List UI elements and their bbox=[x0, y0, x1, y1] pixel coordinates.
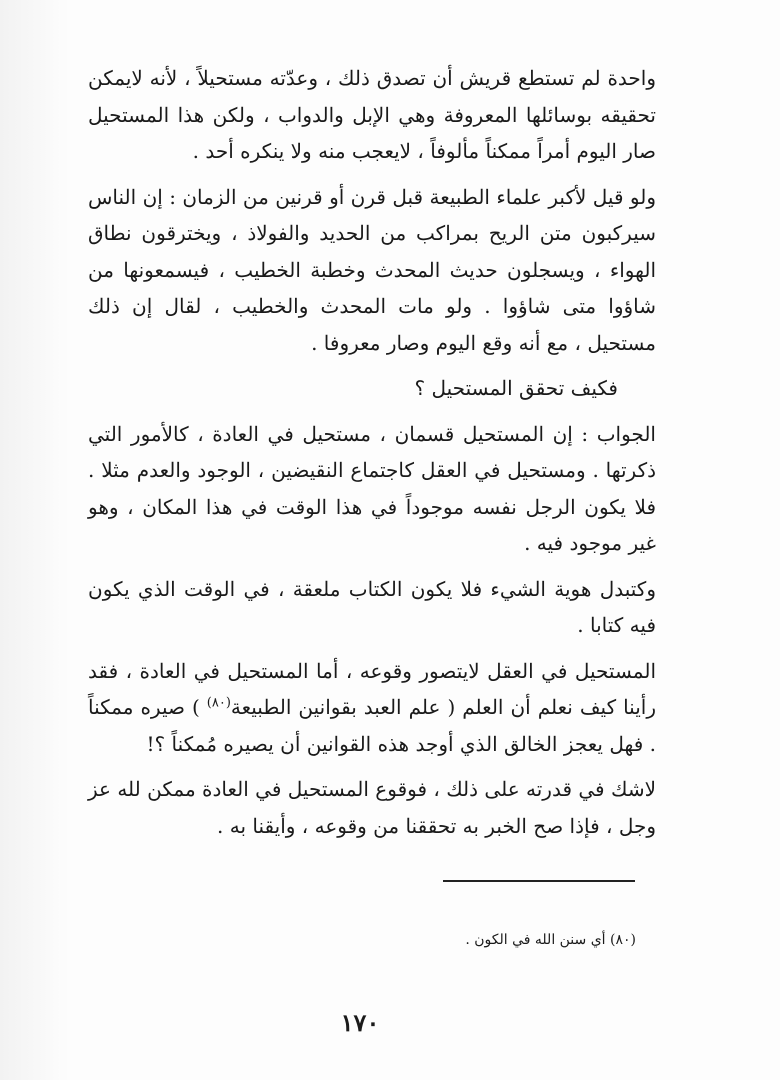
scan-shadow bbox=[0, 0, 70, 1080]
paragraph-text: المستحيل في العقل لايتصور وقوعه ، أما المستحيل في العادة ، فقد رأينا كيف نعلم أن العلم ( علم العبد بقوانين الطبيعة bbox=[88, 658, 657, 719]
paragraph: لاشك في قدرته على ذلك ، فوقوع المستحيل في العادة ممكن لله عز وجل ، فإذا صح الخبر به تحققنا من وقوعه ، وأيقنا به . bbox=[88, 777, 656, 838]
question-line: فكيف تحقق المستحيل ؟ bbox=[414, 376, 618, 400]
footnote-text: أي سنن الله في الكون . bbox=[465, 932, 606, 948]
main-text bbox=[88, 60, 656, 844]
footnote-number: (٨٠) bbox=[610, 932, 636, 948]
footnote-reference[interactable]: (٨٠) bbox=[206, 695, 231, 711]
footnote bbox=[300, 932, 636, 948]
footnote-separator bbox=[443, 880, 635, 882]
paragraph-with-footnote bbox=[88, 653, 656, 763]
paragraph: واحدة لم تستطع قريش أن تصدق ذلك ، وعدّته مستحيلاً ، لأنه لايمكن تحقيقه بوسائلها المعروفة وهي الإبل والدواب ، ولكن هذا المستحيل صار اليوم أمراً ممكناً مألوفاً ، لايعجب منه ولا ينكره أحد . bbox=[88, 66, 656, 163]
paragraph-text: ) صيره ممكناً . فهل يعجز الخالق الذي أوجد هذه القوانين أن يصيره مُمكناً ؟! bbox=[88, 695, 656, 756]
page-number: ١٧٠ bbox=[340, 1008, 380, 1037]
paragraph: وكتبدل هوية الشيء فلا يكون الكتاب ملعقة ، في الوقت الذي يكون فيه كتابا . bbox=[88, 576, 656, 637]
paragraph: الجواب : إن المستحيل قسمان ، مستحيل في العادة ، كالأمور التي ذكرتها . ومستحيل في العقل كاجتماع النقيضين ، الوجود والعدم مثلا . فلا يكون الرجل نفسه موجوداً في هذا الوقت في هذا المكان ، وهو غير موجود فيه . bbox=[88, 421, 656, 555]
paragraph: ولو قيل لأكبر علماء الطبيعة قبل قرن أو قرنين من الزمان : إن الناس سيركبون متن الريح بمراكب من الحديد والفولاذ ، ويخترقون نطاق الهواء ، ويسجلون حديث المحدث وخطبة الخطيب ، فيسمعونها من شاؤوا متى شاؤوا . ولو مات المحدث والخطيب ، لقال إن ذلك مستحيل ، مع أنه وقع اليوم وصار معروفا . bbox=[88, 184, 656, 355]
